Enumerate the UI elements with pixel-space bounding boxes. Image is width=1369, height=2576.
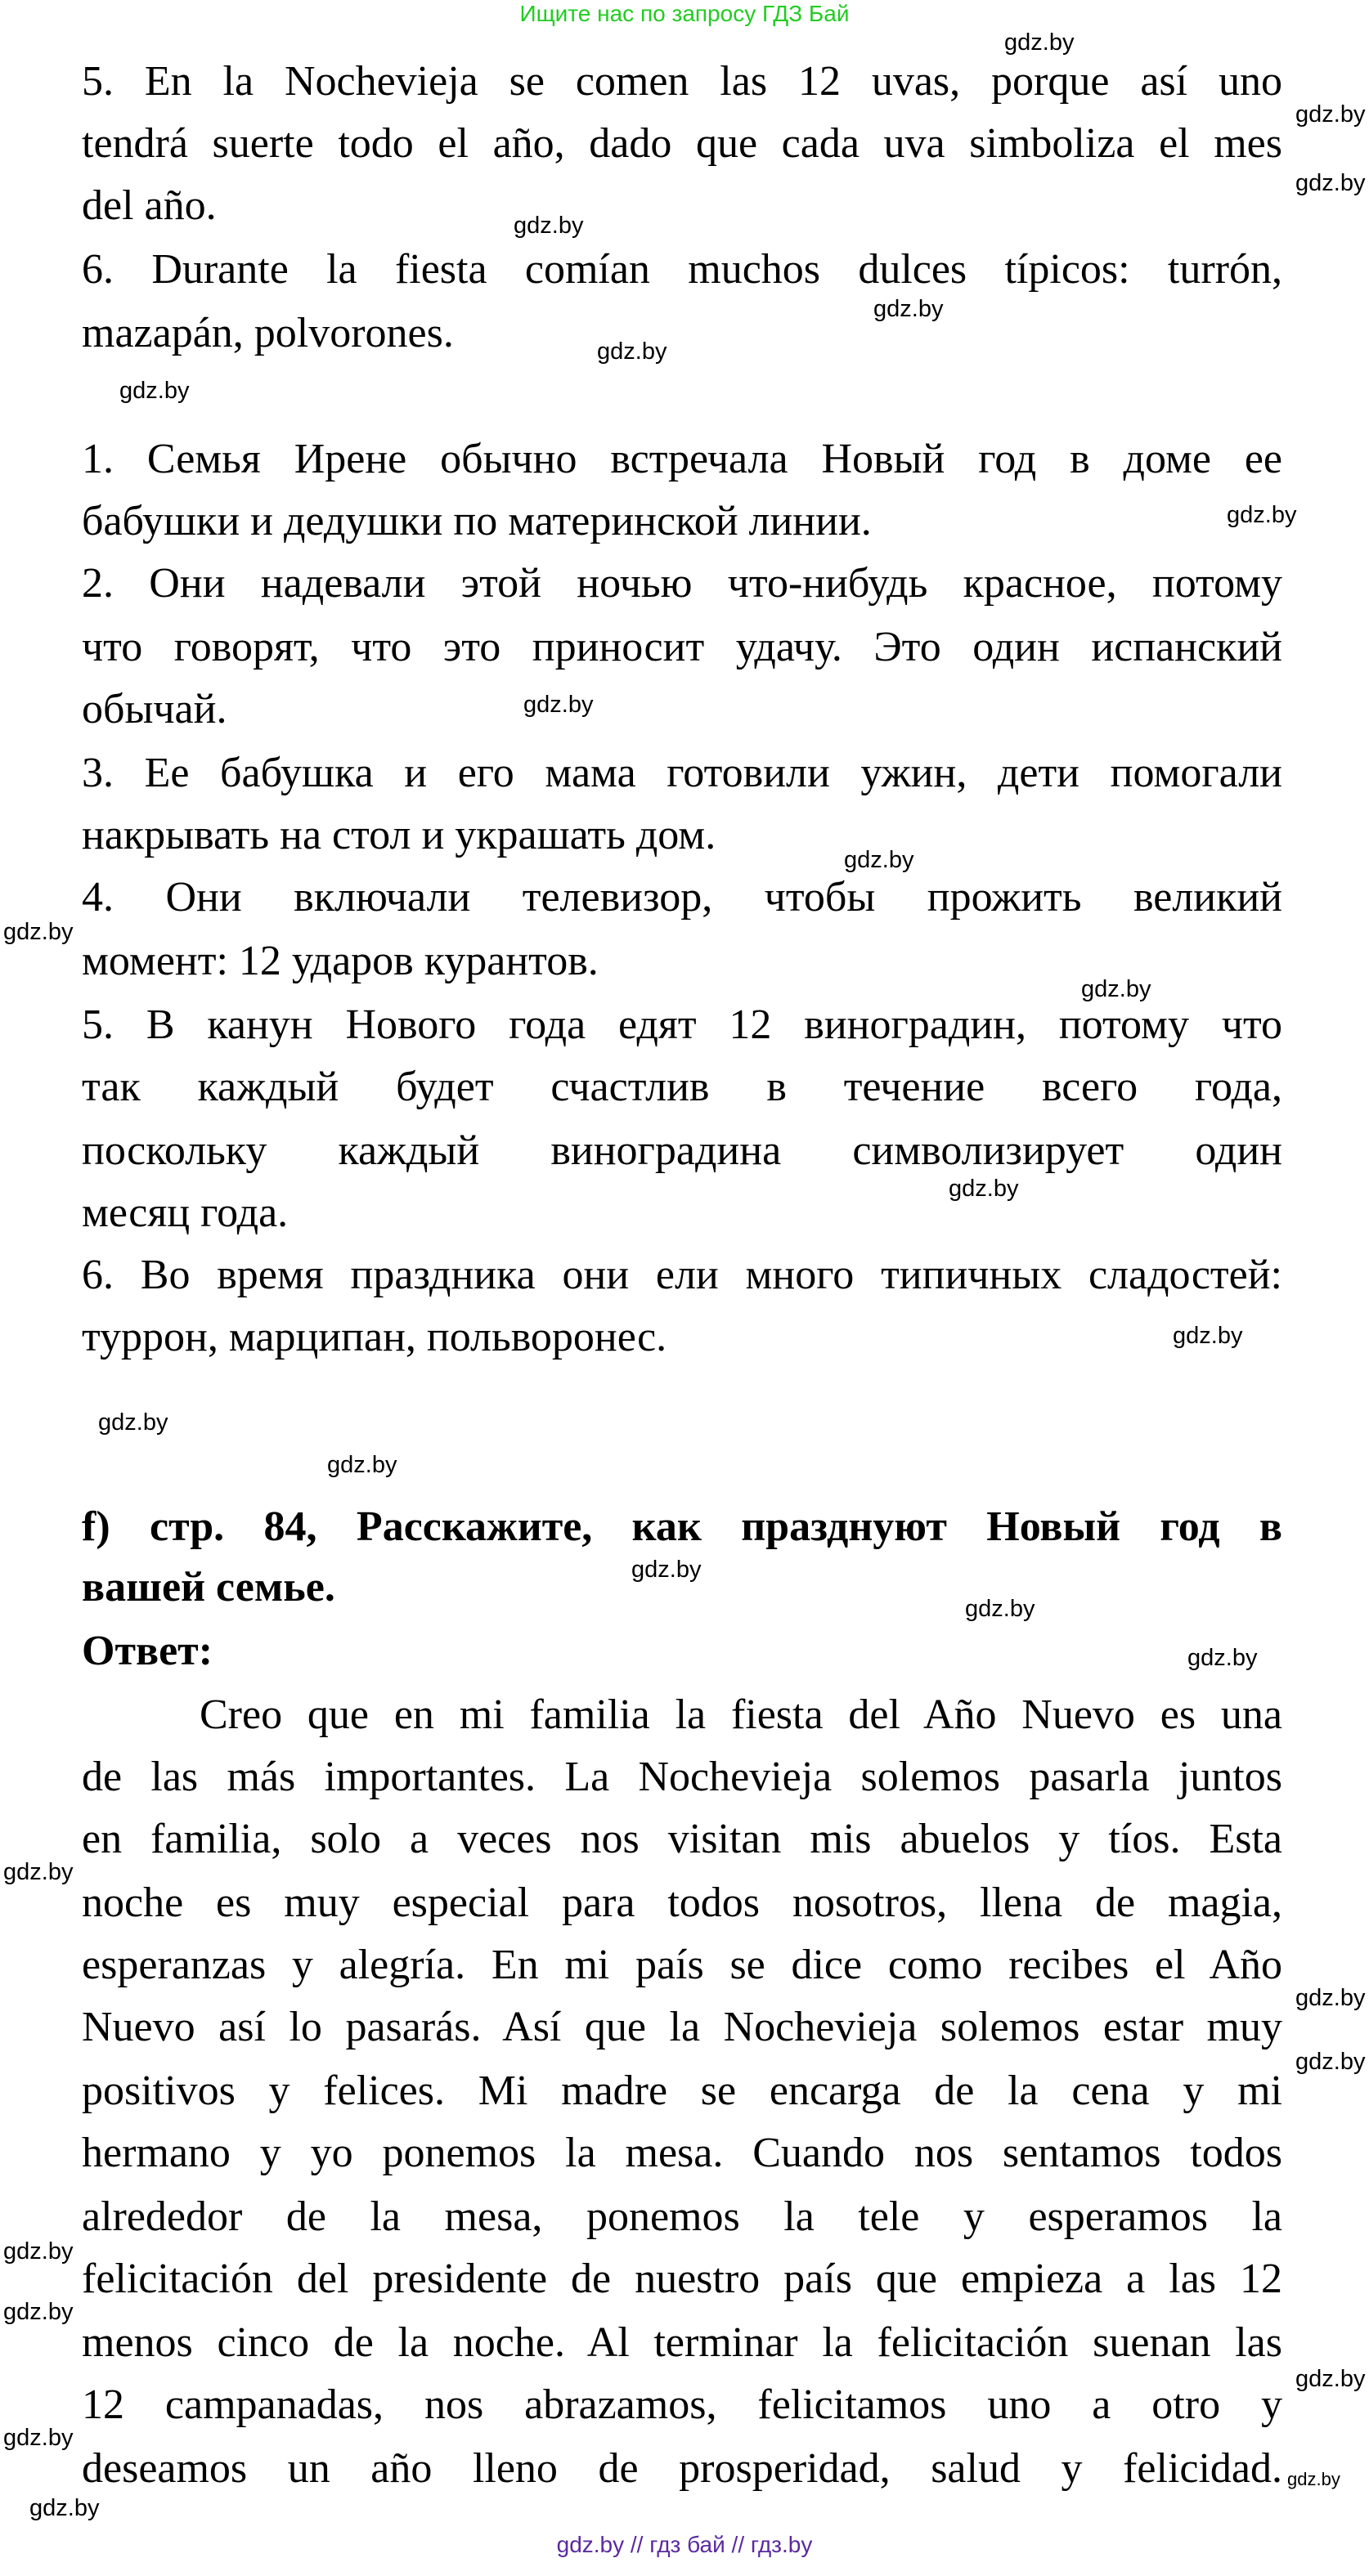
translation-line: 6. Во время праздника они ели много типичных сладостей: bbox=[82, 1252, 1282, 1298]
answer-text-line: menos cinco de la noche. Al terminar la felicitación suenan las bbox=[82, 2319, 1282, 2366]
watermark-text: gdz.by bbox=[1295, 170, 1366, 196]
task-heading-line: вашей семье. bbox=[82, 1564, 335, 1611]
watermark-text: gdz.by bbox=[631, 1557, 702, 1583]
answer-text-line: 12 campanadas, nos abrazamos, felicitamos uno a otro y bbox=[82, 2381, 1282, 2428]
watermark-text: gdz.by bbox=[98, 1409, 168, 1436]
answer-text-line: de las más importantes. La Nochevieja solemos pasarla juntos bbox=[82, 1754, 1282, 1800]
answer-text-line: en familia, solo a veces nos visitan mis abuelos y tíos. Esta bbox=[82, 1816, 1282, 1862]
watermark-text: gdz.by bbox=[3, 2238, 74, 2265]
translation-line: момент: 12 ударов курантов. bbox=[82, 938, 599, 984]
watermark-text: gdz.by bbox=[1081, 976, 1151, 1002]
answer-text-line: noche es muy especial para todos nosotros, llena de magia, bbox=[82, 1879, 1282, 1926]
watermark-text: gdz.by bbox=[514, 213, 584, 239]
answer-text-line: Nuevo así lo pasarás. Así que la Nochevieja solemos estar muy bbox=[82, 2004, 1282, 2050]
watermark-text: gdz.by bbox=[597, 338, 667, 365]
translation-line: что говорят, что это приносит удачу. Это один испанский bbox=[82, 624, 1282, 670]
watermark-text: gdz.by bbox=[1295, 101, 1366, 128]
watermark-text: gdz.by bbox=[844, 847, 914, 873]
answer-text-line: felicitación del presidente de nuestro país que empieza a las 12 bbox=[82, 2256, 1282, 2302]
footer-links[interactable]: gdz.by // гдз бай // гдз.by bbox=[556, 2532, 813, 2557]
answer-text-line: hermano y yo ponemos la mesa. Cuando nos sentamos todos bbox=[82, 2130, 1282, 2176]
translation-line: накрывать на стол и украшать дом. bbox=[82, 812, 716, 858]
answer-text-line: deseamos un año lleno de prosperidad, salud y felicidad. bbox=[82, 2445, 1282, 2492]
watermark-text: gdz.by bbox=[1295, 2366, 1366, 2392]
watermark-text: gdz.by bbox=[327, 1452, 397, 1478]
watermark-text: gdz.by bbox=[1004, 29, 1075, 56]
watermark-text: gdz.by bbox=[949, 1176, 1019, 1202]
answer-text-line: alrededor de la mesa, ponemos la tele y esperamos la bbox=[82, 2193, 1282, 2240]
translation-line: 5. В канун Нового года едят 12 виноградин, потому что bbox=[82, 1001, 1282, 1048]
spanish-answer-line: tendrá suerte todo el año, dado que cada uva simboliza el mes bbox=[82, 120, 1282, 167]
watermark-text: gdz.by bbox=[3, 2425, 74, 2451]
translation-line: туррон, марципан, польворонес. bbox=[82, 1314, 667, 1360]
watermark-text: gdz.by bbox=[1287, 2469, 1340, 2489]
answer-text-line: Creo que en mi familia la fiesta del Año Nuevo es una bbox=[200, 1691, 1282, 1738]
spanish-answer-line: mazapán, polvorones. bbox=[82, 310, 454, 356]
search-banner-link[interactable]: Ищите нас по запросу ГДЗ Бай bbox=[519, 1, 850, 26]
watermark-text: gdz.by bbox=[1173, 1323, 1243, 1349]
translation-line: бабушки и дедушки по материнской линии. bbox=[82, 498, 872, 544]
watermark-text: gdz.by bbox=[523, 692, 594, 718]
watermark-text: gdz.by bbox=[3, 919, 74, 945]
translation-line: 2. Они надевали этой ночью что-нибудь красное, потому bbox=[82, 560, 1282, 607]
spanish-answer-line: del año. bbox=[82, 182, 217, 229]
watermark-text: gdz.by bbox=[119, 378, 190, 404]
translation-line: поскольку каждый виноградина символизирует один bbox=[82, 1127, 1282, 1174]
translation-line: так каждый будет счастлив в течение всего года, bbox=[82, 1064, 1282, 1110]
translation-line: 4. Они включали телевизор, чтобы прожить великий bbox=[82, 874, 1282, 921]
translation-line: 3. Ее бабушка и его мама готовили ужин, дети помогали bbox=[82, 750, 1282, 796]
translation-line: месяц года. bbox=[82, 1189, 289, 1236]
watermark-text: gdz.by bbox=[965, 1596, 1035, 1622]
watermark-text: gdz.by bbox=[873, 296, 944, 322]
watermark-text: gdz.by bbox=[3, 2299, 74, 2325]
watermark-text: gdz.by bbox=[1227, 502, 1297, 528]
watermark-text: gdz.by bbox=[3, 1859, 74, 1885]
translation-line: 1. Семья Ирене обычно встречала Новый год в доме ее bbox=[82, 436, 1282, 482]
spanish-answer-line: 5. En la Nochevieja se comen las 12 uvas, porque así uno bbox=[82, 58, 1282, 105]
watermark-text: gdz.by bbox=[1295, 1985, 1366, 2011]
task-heading-line: f) стр. 84, Расскажите, как празднуют Новый год в bbox=[82, 1503, 1282, 1550]
watermark-text: gdz.by bbox=[1187, 1645, 1258, 1671]
watermark-text: gdz.by bbox=[1295, 2049, 1366, 2075]
translation-line: обычай. bbox=[82, 686, 227, 732]
answer-label: Ответ: bbox=[82, 1628, 213, 1674]
watermark-text: gdz.by bbox=[29, 2495, 100, 2521]
spanish-answer-line: 6. Durante la fiesta comían muchos dulces típicos: turrón, bbox=[82, 246, 1282, 293]
answer-text-line: positivos y felices. Mi madre se encarga de la cena y mi bbox=[82, 2068, 1282, 2114]
answer-text-line: esperanzas y alegría. En mi país se dice como recibes el Año bbox=[82, 1942, 1282, 1988]
